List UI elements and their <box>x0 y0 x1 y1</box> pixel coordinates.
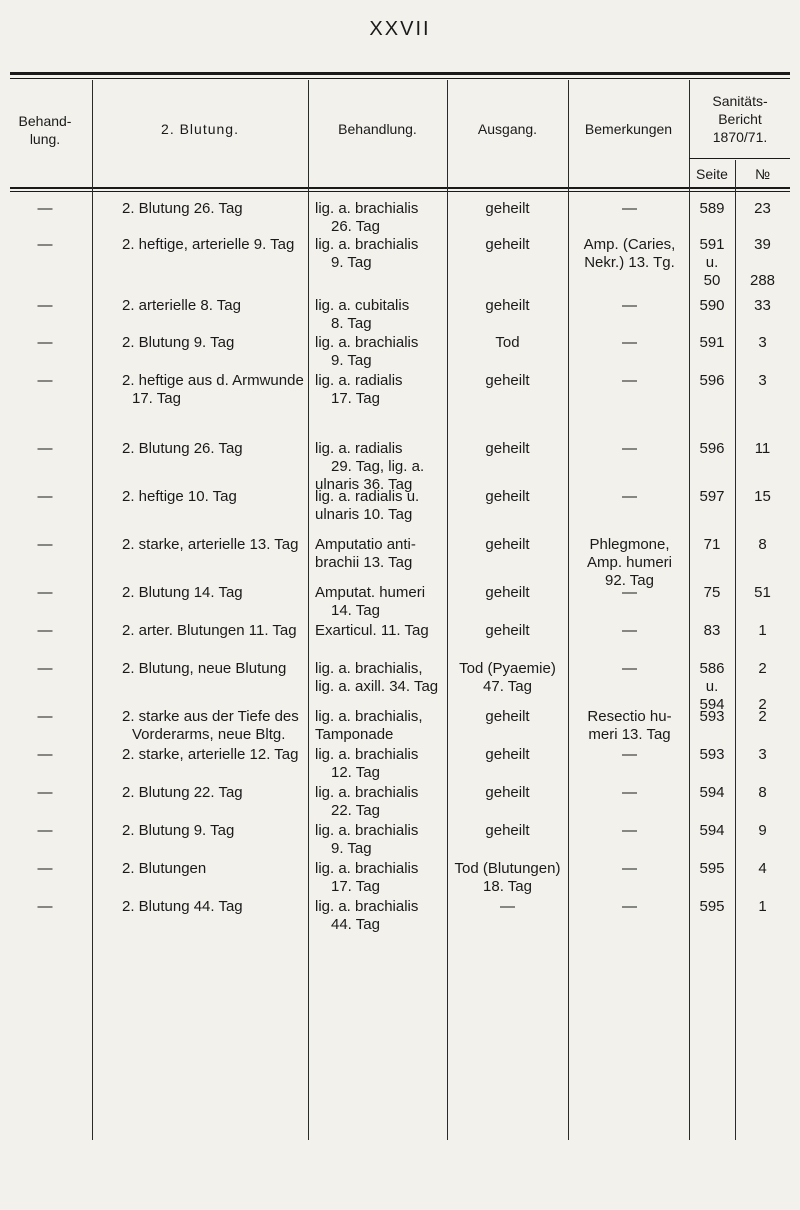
cell-nr: 8 <box>758 784 767 801</box>
cell-seite: 593 <box>699 708 725 725</box>
cell-nr: 39 <box>754 236 771 253</box>
cell-seite: 75 <box>703 584 721 601</box>
cell-first: — <box>37 860 53 877</box>
cell-seite: u. <box>705 678 719 695</box>
cell-behandlung: lig. a. brachialis <box>315 200 419 217</box>
cell-behandlung: lig. a. cubitalis <box>315 297 410 314</box>
cell-ausgang: geheilt <box>485 822 530 839</box>
cell-behandlung: 26. Tag <box>331 218 380 235</box>
cell-bemerkungen: — <box>622 372 637 389</box>
cell-bemerkungen: Amp. (Caries, <box>583 236 676 253</box>
cell-behandlung: 17. Tag <box>331 390 380 407</box>
cell-nr: 1 <box>758 898 767 915</box>
cell-behandlung: lig. a. brachialis <box>315 898 419 915</box>
cell-first: — <box>37 660 53 677</box>
cell-seite: 83 <box>703 622 721 639</box>
cell-nr: 3 <box>758 372 767 389</box>
cell-blutung: 2. Blutung 44. Tag <box>122 898 243 915</box>
cell-bemerkungen: — <box>622 200 637 217</box>
cell-bemerkungen: Resectio hu- <box>587 708 672 725</box>
cell-seite: 50 <box>703 272 721 289</box>
cell-blutung: 2. starke, arterielle 13. Tag <box>122 536 299 553</box>
cell-bemerkungen: — <box>622 784 637 801</box>
cell-bemerkungen: 92. Tag <box>605 572 654 589</box>
cell-behandlung: lig. a. brachialis <box>315 860 419 877</box>
cell-behandlung: 22. Tag <box>331 802 380 819</box>
cell-blutung: 2. Blutung 9. Tag <box>122 334 235 351</box>
cell-behandlung: brachii 13. Tag <box>315 554 413 571</box>
cell-seite: 586 <box>699 660 725 677</box>
cell-bemerkungen: — <box>622 297 637 314</box>
cell-seite: 71 <box>703 536 721 553</box>
cell-nr: 1 <box>758 622 767 639</box>
header-nr: № <box>754 166 771 182</box>
cell-nr: 23 <box>754 200 771 217</box>
cell-bemerkungen: — <box>622 746 637 763</box>
cell-ausgang: geheilt <box>485 708 530 725</box>
cell-seite: 591 <box>699 236 725 253</box>
cell-nr: 33 <box>754 297 771 314</box>
cell-nr: 2 <box>758 708 767 725</box>
cell-ausgang: geheilt <box>485 440 530 457</box>
cell-behandlung: lig. a. brachialis, <box>315 660 423 677</box>
cell-blutung: 2. arterielle 8. Tag <box>122 297 241 314</box>
cell-bemerkungen: — <box>622 622 637 639</box>
cell-first: — <box>37 784 53 801</box>
cell-first: — <box>37 536 53 553</box>
cell-ausgang: Tod (Pyaemie) <box>459 660 556 677</box>
cell-bemerkungen: — <box>622 860 637 877</box>
column-divider <box>568 80 569 1140</box>
cell-ausgang: geheilt <box>485 746 530 763</box>
cell-behandlung: lig. a. radialis <box>315 372 403 389</box>
cell-blutung: 2. heftige, arterielle 9. Tag <box>122 236 295 253</box>
cell-behandlung: 17. Tag <box>331 878 380 895</box>
cell-seite: 590 <box>699 297 725 314</box>
column-divider <box>308 80 309 1140</box>
column-divider <box>92 80 93 1140</box>
cell-behandlung: 9. Tag <box>331 352 372 369</box>
cell-blutung: 2. heftige aus d. Armwunde <box>122 372 304 389</box>
top-rule <box>10 72 790 75</box>
cell-seite: 591 <box>699 334 725 351</box>
cell-first: — <box>37 488 53 505</box>
header-behandlung-short: Behand-lung. <box>18 113 72 147</box>
header-sanitaets: Sanitäts-Bericht 1870/71. <box>712 93 768 145</box>
header-ausgang: Ausgang. <box>477 121 538 137</box>
cell-seite: u. <box>705 254 719 271</box>
cell-ausgang: Tod <box>495 334 520 351</box>
header-bemerkungen: Bemerkungen <box>584 121 673 137</box>
seite-subrule <box>689 158 790 159</box>
header-seite: Seite <box>696 166 728 182</box>
cell-blutung: 2. Blutung 26. Tag <box>122 200 243 217</box>
cell-blutung: 2. starke, arterielle 12. Tag <box>122 746 299 763</box>
cell-nr: 11 <box>754 440 771 457</box>
cell-behandlung: Exarticul. 11. Tag <box>315 622 429 639</box>
cell-behandlung: 44. Tag <box>331 916 380 933</box>
cell-first: — <box>37 898 53 915</box>
cell-behandlung: lig. a. brachialis <box>315 236 419 253</box>
cell-blutung: Vorderarms, neue Bltg. <box>132 726 286 743</box>
cell-bemerkungen: — <box>622 660 637 677</box>
cell-bemerkungen: Amp. humeri <box>586 554 673 571</box>
cell-behandlung: 9. Tag <box>331 254 372 271</box>
cell-nr: 2 <box>758 660 767 677</box>
cell-behandlung: 12. Tag <box>331 764 380 781</box>
cell-seite: 595 <box>699 898 725 915</box>
cell-bemerkungen: — <box>622 584 637 601</box>
cell-bemerkungen: — <box>622 488 637 505</box>
top-rule-thin <box>10 78 790 79</box>
cell-behandlung: lig. a. brachialis <box>315 334 419 351</box>
header-rule <box>10 187 790 189</box>
cell-behandlung: lig. a. brachialis <box>315 822 419 839</box>
cell-seite: 596 <box>699 440 725 457</box>
cell-ausgang: 18. Tag <box>483 878 532 895</box>
cell-first: — <box>37 822 53 839</box>
cell-blutung: 2. Blutung 9. Tag <box>122 822 235 839</box>
cell-nr: 3 <box>758 746 767 763</box>
cell-ausgang: geheilt <box>485 622 530 639</box>
cell-behandlung: lig. a. brachialis, <box>315 708 423 725</box>
cell-seite: 596 <box>699 372 725 389</box>
cell-behandlung: 14. Tag <box>331 602 380 619</box>
cell-seite: 594 <box>699 696 725 713</box>
cell-seite: 593 <box>699 746 725 763</box>
cell-nr: 51 <box>754 584 771 601</box>
cell-behandlung: lig. a. axill. 34. Tag <box>315 678 439 695</box>
cell-ausgang: geheilt <box>485 536 530 553</box>
cell-seite: 594 <box>699 822 725 839</box>
cell-behandlung: 9. Tag <box>331 840 372 857</box>
cell-behandlung: 8. Tag <box>331 315 372 332</box>
cell-blutung: 2. Blutung, neue Blutung <box>122 660 287 677</box>
cell-blutung: 2. Blutung 26. Tag <box>122 440 243 457</box>
cell-behandlung: ulnaris 10. Tag <box>315 506 413 523</box>
cell-blutung: 17. Tag <box>132 390 181 407</box>
cell-bemerkungen: — <box>622 334 637 351</box>
cell-seite: 595 <box>699 860 725 877</box>
cell-first: — <box>37 440 53 457</box>
cell-first: — <box>37 372 53 389</box>
cell-ausgang: geheilt <box>485 200 530 217</box>
cell-first: — <box>37 200 53 217</box>
cell-behandlung: lig. a. brachialis <box>315 784 419 801</box>
cell-bemerkungen: — <box>622 822 637 839</box>
cell-first: — <box>37 708 53 725</box>
cell-nr: 8 <box>758 536 767 553</box>
cell-seite: 589 <box>699 200 725 217</box>
cell-bemerkungen: Nekr.) 13. Tg. <box>584 254 675 271</box>
cell-ausgang: geheilt <box>485 297 530 314</box>
header-rule-thin <box>10 191 790 192</box>
cell-behandlung: lig. a. radialis u. <box>315 488 420 505</box>
cell-nr: 2 <box>758 696 767 713</box>
cell-ausgang: 47. Tag <box>483 678 532 695</box>
cell-ausgang: geheilt <box>485 584 530 601</box>
header-behandlung: Behandlung. <box>338 121 417 137</box>
cell-behandlung: lig. a. radialis <box>315 440 403 457</box>
cell-bemerkungen: — <box>622 898 637 915</box>
cell-first: — <box>37 297 53 314</box>
page-number: XXVII <box>369 18 431 40</box>
cell-blutung: 2. arter. Blutungen 11. Tag <box>122 622 297 639</box>
cell-nr: 288 <box>749 272 776 289</box>
cell-blutung: 2. heftige 10. Tag <box>122 488 237 505</box>
cell-bemerkungen: meri 13. Tag <box>588 726 671 743</box>
cell-behandlung: 29. Tag, lig. a. <box>331 458 425 475</box>
header-blutung: 2. Blutung. <box>161 121 239 137</box>
cell-behandlung: lig. a. brachialis <box>315 746 419 763</box>
cell-ausgang: — <box>500 898 515 915</box>
cell-seite: 597 <box>699 488 725 505</box>
cell-blutung: 2. Blutungen <box>122 860 207 877</box>
cell-blutung: 2. Blutung 14. Tag <box>122 584 243 601</box>
cell-nr: 9 <box>758 822 767 839</box>
cell-seite: 594 <box>699 784 725 801</box>
cell-ausgang: geheilt <box>485 372 530 389</box>
cell-nr: 4 <box>758 860 767 877</box>
cell-first: — <box>37 334 53 351</box>
cell-ausgang: geheilt <box>485 236 530 253</box>
cell-first: — <box>37 584 53 601</box>
cell-behandlung: Amputatio anti- <box>315 536 416 553</box>
cell-blutung: 2. Blutung 22. Tag <box>122 784 243 801</box>
cell-first: — <box>37 622 53 639</box>
cell-behandlung: Amputat. humeri <box>315 584 426 601</box>
cell-bemerkungen: — <box>622 440 637 457</box>
cell-nr: 15 <box>754 488 771 505</box>
cell-ausgang: geheilt <box>485 488 530 505</box>
cell-nr: 3 <box>758 334 767 351</box>
cell-ausgang: geheilt <box>485 784 530 801</box>
cell-first: — <box>37 746 53 763</box>
cell-bemerkungen: Phlegmone, <box>589 536 670 553</box>
cell-first: — <box>37 236 53 253</box>
cell-blutung: 2. starke aus der Tiefe des <box>122 708 299 725</box>
cell-ausgang: Tod (Blutungen) <box>454 860 561 877</box>
cell-behandlung: ulnaris 36. Tag <box>315 476 413 493</box>
cell-behandlung: Tamponade <box>315 726 394 743</box>
